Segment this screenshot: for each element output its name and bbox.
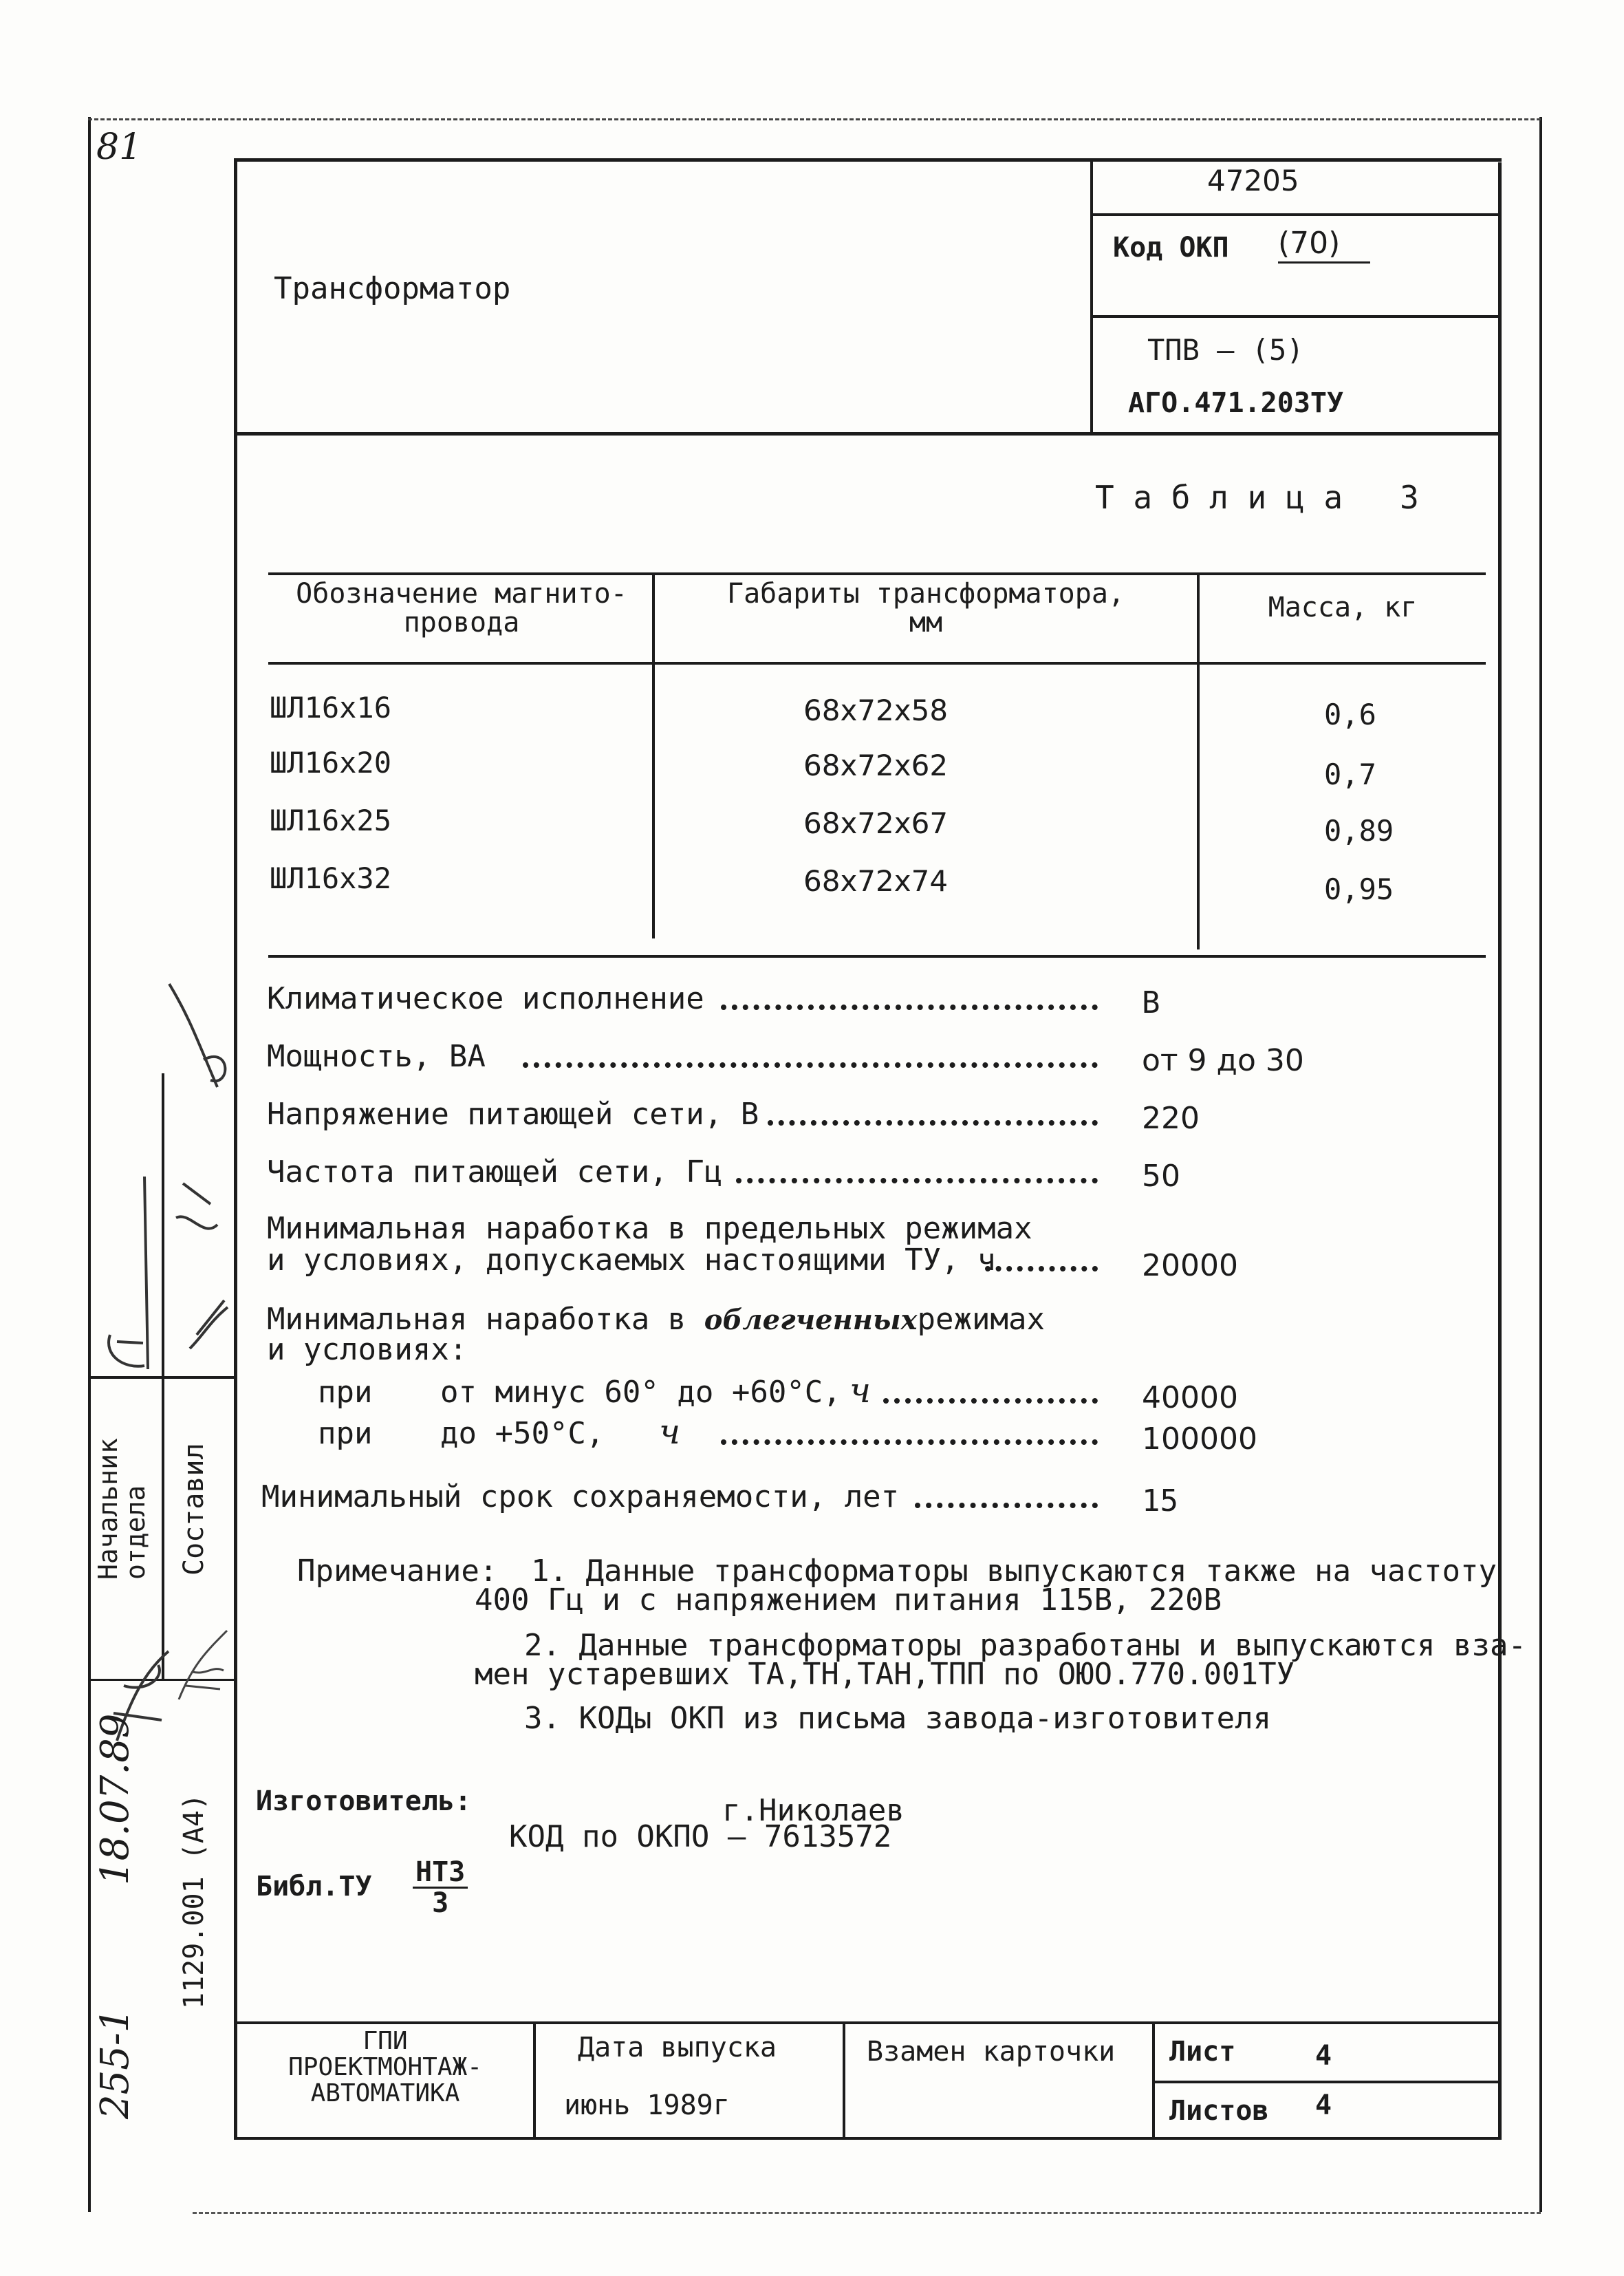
table-col-divider-2 [1197,574,1200,949]
row-1-dims: 68х72х58 [803,694,949,727]
page-frame-left [88,117,91,2212]
sheet-value: 4 [1315,2040,1332,2072]
voltage-label: Напряжение питающей сети, В [267,1097,759,1132]
climate-label: Климатическое исполнение [267,981,704,1016]
signature-compiler-icon [162,977,238,1362]
page-number: 81 [96,127,142,168]
sheets-label: Листов [1169,2095,1269,2127]
note-1-line1: 1. Данные трансформаторы выпускаются также на частоту [531,1554,1497,1589]
column-header-core-l2: провода [403,607,520,638]
sheets-value: 4 [1315,2090,1332,2121]
notes-label: Примечание: [297,1554,498,1589]
note-1-line2: 400 Гц и с напряжением питания 115В, 220В [475,1582,1222,1618]
org-line-2: ПРОЕКТМОНТАЖ- [288,2052,482,2081]
handwritten-number: 255-1 [93,2008,138,2119]
storage-label: Минимальный срок сохраняемости, лет [261,1479,900,1514]
row-1-core: ШЛ16х16 [270,691,392,724]
compiled-by-label: Составил [178,1443,210,1576]
header-divider-vertical [1090,162,1093,433]
dot-leader [883,1398,1098,1404]
table-header-bottom [268,662,1486,665]
table-top-border [268,572,1486,575]
column-header-dims-l2: мм [909,607,943,638]
manufacturer-label: Изготовитель: [256,1785,472,1817]
page-frame-bottom [193,2212,1541,2214]
column-header-dims [655,579,1197,637]
condition-2-range: до +50°С, [440,1416,605,1451]
product-code: 47205 [1207,164,1299,197]
condition-2-unit: ч [659,1412,681,1452]
library-label: Библ.ТУ [256,1871,372,1902]
dot-leader [915,1503,1098,1508]
org-line-1: ГПИ [362,2027,408,2055]
mtbf-light-line1 [267,1302,1045,1337]
mtbf-limit-value: 20000 [1142,1248,1238,1283]
form-code: 1129.001 (А4) [178,1793,210,2009]
column-header-mass [1200,593,1486,622]
footer-organization [237,2028,533,2106]
condition-1-prefix: при [318,1375,373,1410]
footer-sheet-divider [1154,2081,1501,2083]
footer-bottom-border [234,2137,1502,2140]
row-2-core: ШЛ16х20 [270,746,392,780]
condition-1-value: 40000 [1142,1380,1238,1415]
footer-top-border [234,2021,1502,2024]
condition-1-unit: ч [849,1371,871,1410]
head-of-department-label [95,1438,150,1580]
dot-leader [768,1120,1098,1126]
okp-label: Код ОКП [1113,232,1229,264]
condition-2-prefix: при [318,1416,373,1451]
row-3-core: ШЛ16х25 [270,804,392,837]
dot-leader [721,1439,1098,1445]
footer-divider-1 [533,2023,536,2138]
page-frame-top [88,118,1541,120]
mtbf-light-line2: и условиях: [267,1332,468,1367]
row-4-core: ШЛ16х32 [270,861,392,895]
column-header-core [272,579,651,637]
head-dept-line1: Начальник [93,1438,123,1580]
sheet-label: Лист [1169,2036,1236,2068]
release-date-value: июнь 1989г [564,2090,730,2121]
row-4-mass: 0,95 [1324,872,1394,906]
head-dept-line2: отдела [120,1485,151,1580]
mtbf-light-text-a: Минимальная наработка в [267,1302,686,1337]
power-value: от 9 до 30 [1142,1043,1304,1078]
spec-number: АГО.471.203ТУ [1128,387,1344,419]
row-4-dims: 68х72х74 [803,864,949,898]
row-1-mass: 0,6 [1324,698,1376,731]
column-header-dims-l1: Габариты трансформатора, [727,578,1125,610]
dot-leader [736,1178,1098,1183]
frequency-label: Частота питающей сети, Гц [267,1155,723,1190]
handwritten-date: 18.07.89 [93,1713,138,1885]
mtbf-limit-line2: и условиях, допускаемых настоящими ТУ, ч [267,1243,996,1278]
product-type: ТПВ – (5) [1147,333,1304,367]
card-right-border [1498,162,1502,2140]
note-3: 3. КОДы ОКП из письма завода-изготовителя [524,1701,1272,1736]
library-numerator: НТЗ [413,1858,468,1889]
card-title: Трансформатор [274,271,511,306]
card-top-border [234,158,1502,162]
header-divider-2 [1092,315,1501,318]
library-fraction [413,1858,468,1918]
climate-value: В [1142,985,1160,1020]
note-2-line1: 2. Данные трансформаторы разработаны и выпускаются вза- [524,1628,1526,1663]
voltage-value: 220 [1142,1101,1200,1136]
library-denominator: 3 [432,1887,449,1919]
page-frame-right [1539,117,1542,2212]
header-bottom-border [234,432,1502,436]
row-3-mass: 0,89 [1324,814,1394,848]
replaces-card-label: Взамен карточки [867,2036,1116,2068]
manufacturer-okpo: КОД по ОКПО – 7613572 [509,1819,892,1854]
row-3-dims: 68х72х67 [803,806,949,840]
header-divider-1 [1092,213,1501,216]
mtbf-light-text-b: режимах [917,1302,1045,1337]
dot-leader [985,1266,1098,1271]
signature-head-icon [96,1170,165,1376]
release-date-label: Дата выпуска [578,2032,777,2063]
manufacturer-city: г.Николаев [722,1793,905,1828]
frequency-value: 50 [1142,1159,1180,1194]
okp-value: (70) [1278,228,1370,264]
org-line-3: АВТОМАТИКА [310,2079,460,2107]
condition-1-range: от минус 60° до +60°С, [440,1375,841,1410]
dot-leader [721,1005,1098,1010]
footer-divider-2 [843,2023,845,2138]
signature-compiler-2-icon [172,1624,234,1706]
column-header-core-l1: Обозначение магнито- [296,578,627,610]
mtbf-limit-line1: Минимальная наработка в предельных режимах [267,1211,1032,1246]
power-label: Мощность, ВА [267,1039,486,1074]
table-bottom-border [268,955,1486,958]
row-2-dims: 68х72х62 [803,749,949,782]
column-header-mass-l1: Масса, кг [1268,592,1418,623]
note-2-line2: мен устаревших ТА,ТН,ТАН,ТПП по ОЮО.770.001ТУ [475,1657,1295,1692]
storage-value: 15 [1142,1483,1178,1518]
condition-2-value: 100000 [1142,1421,1257,1457]
dot-leader [523,1062,1098,1068]
row-2-mass: 0,7 [1324,758,1376,791]
mtbf-light-handwritten: облегченных [704,1304,918,1336]
table-caption: Т а б л и ц а 3 [1095,479,1419,516]
